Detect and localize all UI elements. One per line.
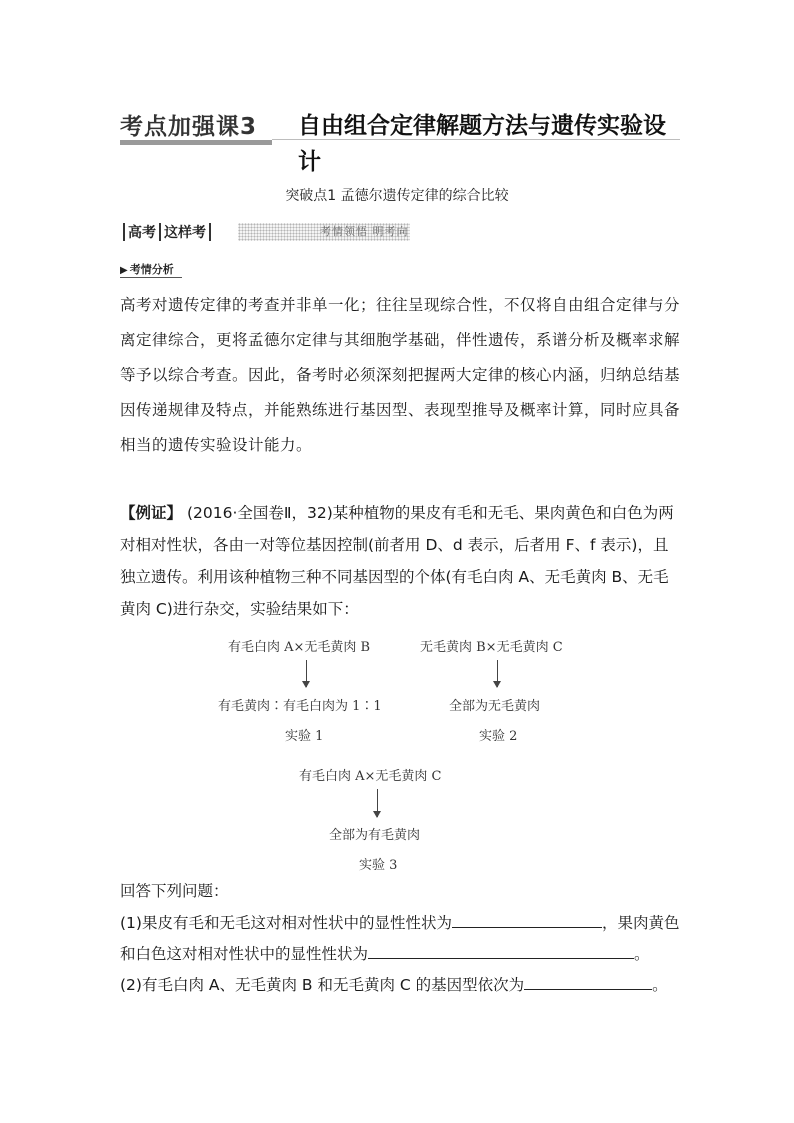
exp2-arrow-icon xyxy=(497,660,498,687)
exp2-name: 实验 2 xyxy=(479,729,518,744)
example-label: 【例证】 xyxy=(120,504,183,522)
analysis-heading xyxy=(120,261,174,277)
lesson-title: 自由组合定律解题方法与遗传实验设计 xyxy=(298,112,666,175)
pipe-divider xyxy=(209,223,211,241)
section-header-bar xyxy=(120,221,410,243)
section-sub-label: 考情领悟 明考向 xyxy=(320,225,409,238)
q1-part2: ，果肉黄色和白色这对相对性状中的显性性状为 xyxy=(120,914,680,963)
example-text: (2016·全国卷Ⅱ，32)某种植物的果皮有毛和无毛、果肉黄色和白色为两对相对性状，各由一对等位基因控制(前者用 D、d 表示，后者用 F、f 表示)，且独立遗传。利用该种植物三种不同基因型的个体(有毛白肉 A、无毛黄肉 B、无毛黄肉 C)进行杂交，实验结果如下： xyxy=(120,504,674,618)
questions-heading: 回答下列问题： xyxy=(120,882,229,900)
q2-answer-blank[interactable] xyxy=(524,971,652,990)
question-1 xyxy=(120,908,680,970)
exp3-cross: 有毛白肉 A×无毛黄肉 C xyxy=(299,769,442,784)
q1-answer-blank-1[interactable] xyxy=(452,909,602,928)
label-underline-bar xyxy=(120,140,272,145)
exp3-result: 全部为有毛黄肉 xyxy=(329,828,421,843)
section-subtitle: 突破点1 孟德尔遗传定律的综合比较 xyxy=(285,188,509,204)
question-2 xyxy=(120,970,680,1001)
exp1-result: 有毛黄肉∶有毛白肉为 1∶1 xyxy=(218,699,382,714)
triangle-right-icon: ▶ xyxy=(120,265,128,276)
example-paragraph xyxy=(120,497,680,625)
analysis-heading-text: 考情分析 xyxy=(129,263,174,276)
exp2-result: 全部为无毛黄肉 xyxy=(449,699,541,714)
lesson-label: 考点加强课3 xyxy=(120,114,258,140)
section-tag-2: 这样考 xyxy=(164,225,206,241)
section-tag-1: 高考 xyxy=(128,225,156,241)
q1-end: 。 xyxy=(634,945,650,963)
pipe-divider xyxy=(123,223,125,241)
exp1-arrow-icon xyxy=(306,660,307,687)
exp3-name: 实验 3 xyxy=(359,858,398,873)
q2-text: (2)有毛白肉 A、无毛黄肉 B 和无毛黄肉 C 的基因型依次为 xyxy=(120,976,525,994)
analysis-paragraph: 高考对遗传定律的考查并非单一化；往往呈现综合性，不仅将自由组合定律与分离定律综合，更将孟德尔定律与其细胞学基础，伴性遗传，系谱分析及概率求解等予以综合考查。因此，备考时必须深刻把握两大定律的核心内涵，归纳总结基因传递规律及特点，并能熟练进行基因型、表现型推导及概率计算，同时应具备相当的遗传实验设计能力。 xyxy=(120,296,681,454)
exp3-arrow-icon xyxy=(377,789,378,817)
q1-answer-blank-2[interactable] xyxy=(368,940,634,959)
lesson-header xyxy=(120,108,680,180)
exp1-cross: 有毛白肉 A×无毛黄肉 B xyxy=(228,640,371,655)
pipe-divider xyxy=(159,223,161,241)
exp2-cross: 无毛黄肉 B×无毛黄肉 C xyxy=(420,640,563,655)
q2-end: 。 xyxy=(652,976,668,994)
q1-part1: (1)果皮有毛和无毛这对相对性状中的显性性状为 xyxy=(120,914,452,932)
exp1-name: 实验 1 xyxy=(285,729,324,744)
analysis-underline xyxy=(120,277,182,278)
section-tag xyxy=(120,221,232,243)
